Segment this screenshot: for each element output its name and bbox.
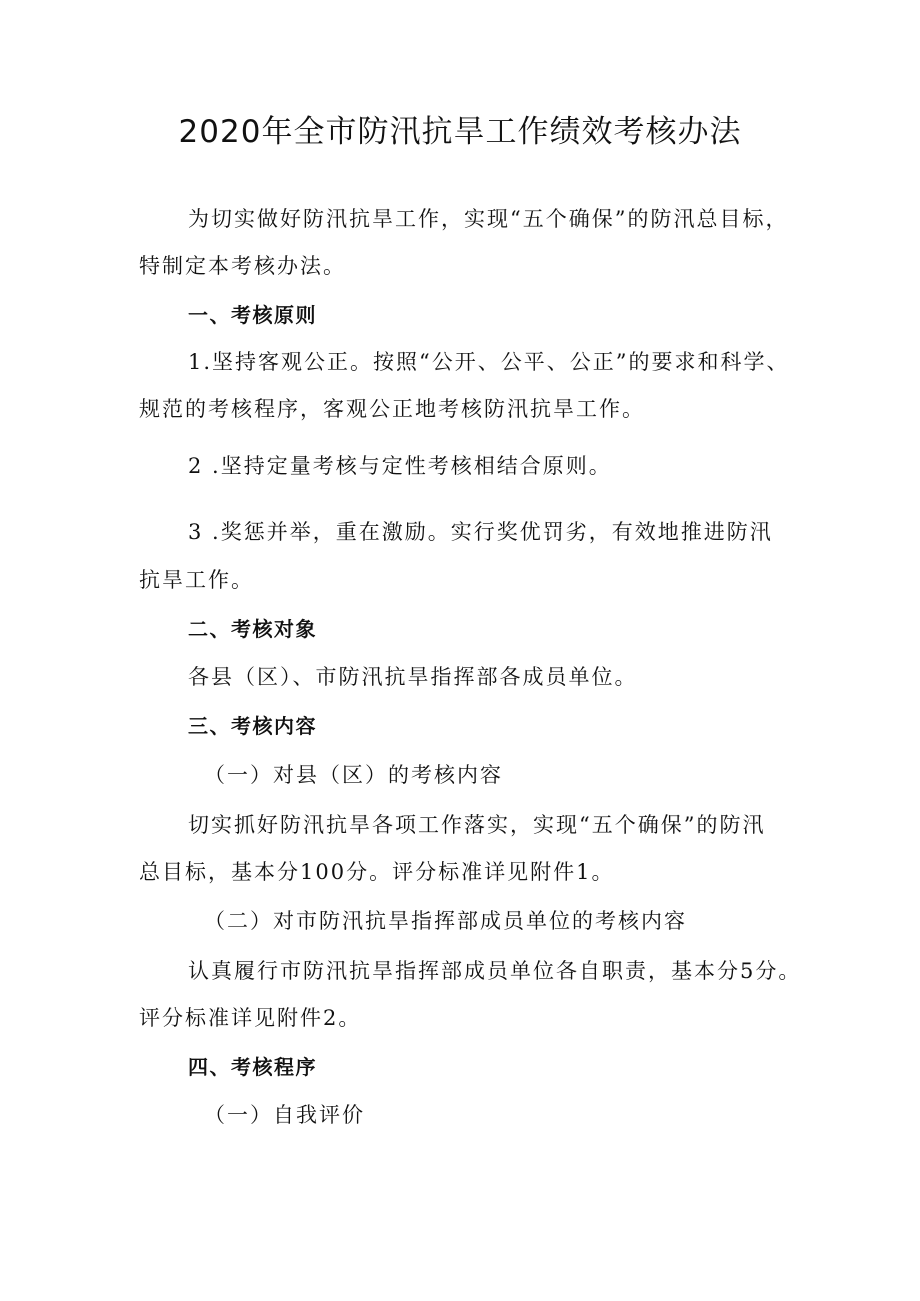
principle-2: 2 .坚持定量考核与定性考核相结合原则。 <box>188 454 612 478</box>
section-3-sub-2-line-1: 认真履行市防汛抗旱指挥部成员单位各自职责，基本分5分。 <box>188 959 802 983</box>
principle-3-line-2: 抗旱工作。 <box>139 568 254 592</box>
section-3-sub-1-line-2: 总目标，基本分100分。评分标准详见附件1。 <box>139 860 615 884</box>
section-3-sub-1-line-1: 切实抓好防汛抗旱各项工作落实，实现“五个确保”的防汛 <box>188 813 766 837</box>
section-2-heading: 二、考核对象 <box>188 617 317 641</box>
section-3-sub-1-heading: （一）对县（区）的考核内容 <box>204 763 503 787</box>
principle-1-line-2: 规范的考核程序，客观公正地考核防汛抗旱工作。 <box>139 397 645 421</box>
intro-line-1: 为切实做好防汛抗旱工作，实现“五个确保”的防汛总目标， <box>188 207 789 231</box>
section-4-sub-1-heading: （一）自我评价 <box>204 1103 365 1127</box>
section-3-sub-2-heading: （二）对市防汛抗旱指挥部成员单位的考核内容 <box>204 909 687 933</box>
section-4-heading: 四、考核程序 <box>188 1055 317 1079</box>
principle-1-line-1: 1.坚持客观公正。按照“公开、公平、公正”的要求和科学、 <box>188 350 790 374</box>
section-3-heading: 三、考核内容 <box>188 714 317 738</box>
section-2-body: 各县（区）、市防汛抗旱指挥部各成员单位。 <box>188 665 638 689</box>
document-title: 2020年全市防汛抗旱工作绩效考核办法 <box>178 114 742 150</box>
section-1-heading: 一、考核原则 <box>188 303 317 327</box>
section-3-sub-2-line-2: 评分标准详见附件2。 <box>139 1006 362 1030</box>
intro-line-2: 特制定本考核办法。 <box>139 254 346 278</box>
principle-3-line-1: 3 .奖惩并举，重在激励。实行奖优罚劣，有效地推进防汛 <box>188 520 773 544</box>
